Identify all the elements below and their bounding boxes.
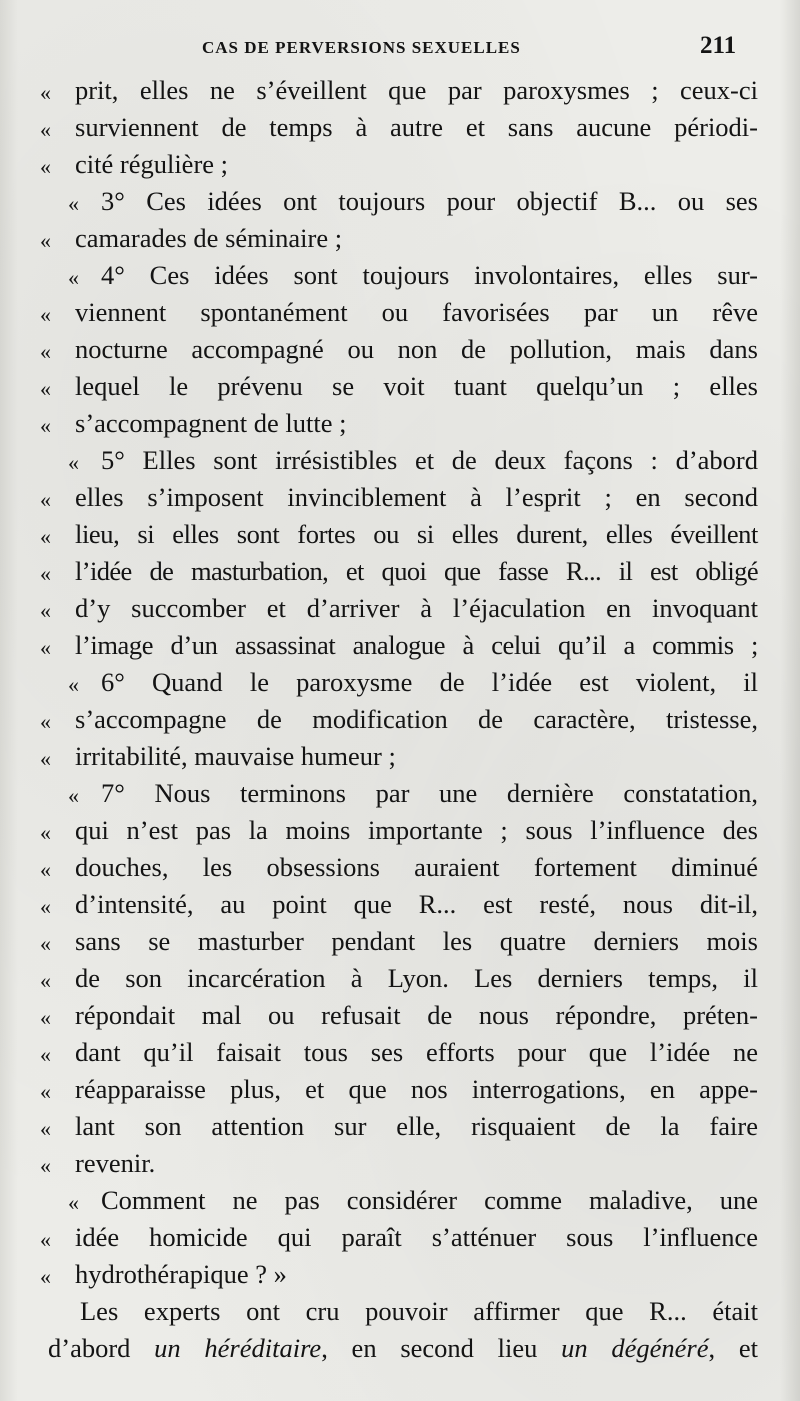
line-text: qui n’est pas la moins importante ; sous l’influence des: [75, 815, 758, 845]
line-text: d’y succomber et d’arriver à l’éjaculation en invoquant: [75, 593, 758, 623]
line-text: répondait mal ou refusait de nous répondre, préten-: [75, 1000, 758, 1030]
text-line: [0, 405, 800, 442]
line-text: d’intensité, au point que R... est resté, nous dit-il,: [75, 889, 758, 919]
text-line: [0, 1219, 800, 1256]
text-line: [0, 72, 800, 109]
line-text: de son incarcération à Lyon. Les derniers temps, il: [75, 963, 758, 993]
line-text: s’accompagne de modification de caractère, tristesse,: [75, 704, 758, 734]
quote-mark: «: [68, 1190, 79, 1215]
text-line: [0, 257, 800, 294]
line-text: viennent spontanément ou favorisées par un rêve: [75, 297, 758, 327]
text-line: [0, 516, 800, 553]
line-text-part: d’abord: [48, 1333, 155, 1363]
quote-mark: «: [68, 191, 79, 216]
quote-mark: «: [40, 487, 51, 512]
text-line: [0, 479, 800, 516]
line-text-part: , et: [708, 1333, 758, 1363]
quote-mark: «: [68, 672, 79, 697]
quote-mark: «: [40, 857, 51, 882]
quote-mark: «: [40, 598, 51, 623]
text-line: [0, 368, 800, 405]
text-line: [0, 590, 800, 627]
line-text: irritabilité, mauvaise humeur ;: [75, 741, 396, 771]
line-text: lant son attention sur elle, risquaient de la faire: [75, 1111, 758, 1141]
page-number: 211: [700, 32, 737, 59]
quote-mark: «: [40, 1264, 51, 1289]
quote-mark: «: [40, 894, 51, 919]
text-line: [0, 997, 800, 1034]
text-line: [0, 1034, 800, 1071]
quote-mark: «: [40, 968, 51, 993]
line-text: 5° Elles sont irrésistibles et de deux façons : d’abord: [101, 445, 758, 475]
text-line: [0, 1330, 800, 1367]
text-line: [0, 553, 800, 590]
quote-mark: «: [40, 1227, 51, 1252]
line-text: Comment ne pas considérer comme maladive, une: [101, 1185, 758, 1215]
line-text: réapparaisse plus, et que nos interrogations, en appe-: [75, 1074, 758, 1104]
quote-mark: «: [40, 746, 51, 771]
quote-mark: «: [68, 450, 79, 475]
line-text: idée homicide qui paraît s’atténuer sous l’influence: [75, 1222, 758, 1252]
line-text: Les experts ont cru pouvoir affirmer que R... était: [80, 1296, 758, 1326]
quote-mark: «: [40, 413, 51, 438]
text-line: [0, 442, 800, 479]
line-text: sans se masturber pendant les quatre derniers mois: [75, 926, 758, 956]
quote-mark: «: [40, 1116, 51, 1141]
line-text: 6° Quand le paroxysme de l’idée est violent, il: [101, 667, 758, 697]
text-line: [0, 1256, 800, 1293]
line-text: elles s’imposent invinciblement à l’esprit ; en second: [75, 482, 758, 512]
quote-mark: «: [40, 376, 51, 401]
text-line: [0, 923, 800, 960]
line-text: surviennent de temps à autre et sans aucune périodi-: [75, 112, 758, 142]
line-text: 3° Ces idées ont toujours pour objectif B... ou ses: [101, 186, 758, 216]
quote-mark: «: [40, 228, 51, 253]
text-line: [0, 220, 800, 257]
text-line: [0, 775, 800, 812]
line-text: cité régulière ;: [75, 149, 229, 179]
quote-mark: «: [40, 1079, 51, 1104]
text-line: [0, 1145, 800, 1182]
running-title: CAS DE PERVERSIONS SEXUELLES: [202, 38, 521, 57]
text-line: [0, 627, 800, 664]
text-line: [0, 960, 800, 997]
line-text: nocturne accompagné ou non de pollution, mais dans: [75, 334, 758, 364]
quote-mark: «: [40, 524, 51, 549]
quote-mark: «: [40, 820, 51, 845]
text-line: [0, 738, 800, 775]
running-head: [0, 30, 800, 64]
line-text: douches, les obsessions auraient fortement diminué: [75, 852, 758, 882]
line-text: dant qu’il faisait tous ses efforts pour que l’idée ne: [75, 1037, 758, 1067]
quote-mark: «: [40, 117, 51, 142]
line-text: prit, elles ne s’éveillent que par paroxysmes ; ceux-ci: [75, 75, 758, 105]
text-line: [0, 664, 800, 701]
text-line: [0, 701, 800, 738]
text-line: [0, 331, 800, 368]
italic-phrase: un dégénéré: [561, 1333, 709, 1363]
text-line: [0, 812, 800, 849]
line-text: lieu, si elles sont fortes ou si elles durent, elles éveillent: [75, 519, 758, 549]
quote-mark: «: [40, 1153, 51, 1178]
line-text: s’accompagnent de lutte ;: [75, 408, 347, 438]
line-text-part: , en second lieu: [321, 1333, 562, 1363]
text-line: [0, 1182, 800, 1219]
line-text: l’image d’un assassinat analogue à celui qu’il a commis ;: [75, 630, 758, 660]
line-text: 4° Ces idées sont toujours involontaires, elles sur-: [101, 260, 758, 290]
line-text: l’idée de masturbation, et quoi que fasse R... il est obligé: [75, 556, 758, 586]
quote-mark: «: [40, 154, 51, 179]
line-text: [48, 1330, 758, 1367]
quote-mark: «: [40, 1042, 51, 1067]
quote-mark: «: [40, 1005, 51, 1030]
line-text: lequel le prévenu se voit tuant quelqu’un ; elles: [75, 371, 758, 401]
quote-mark: «: [40, 339, 51, 364]
text-line: [0, 1108, 800, 1145]
line-text: revenir.: [75, 1148, 156, 1178]
text-line: [0, 849, 800, 886]
line-text: hydrothérapique ? »: [75, 1259, 287, 1289]
quote-mark: «: [40, 709, 51, 734]
quote-mark: «: [40, 80, 51, 105]
text-line: [0, 146, 800, 183]
quote-mark: «: [40, 302, 51, 327]
quote-mark: «: [40, 931, 51, 956]
text-line: [0, 183, 800, 220]
line-text: 7° Nous terminons par une dernière constatation,: [101, 778, 758, 808]
quote-mark: «: [40, 635, 51, 660]
quote-mark: «: [68, 783, 79, 808]
text-line: [0, 1293, 800, 1330]
text-line: [0, 109, 800, 146]
line-text: camarades de séminaire ;: [75, 223, 343, 253]
quote-mark: «: [68, 265, 79, 290]
quote-mark: «: [40, 561, 51, 586]
text-line: [0, 1071, 800, 1108]
text-line: [0, 886, 800, 923]
italic-phrase: un héréditaire: [154, 1333, 322, 1363]
text-line: [0, 294, 800, 331]
